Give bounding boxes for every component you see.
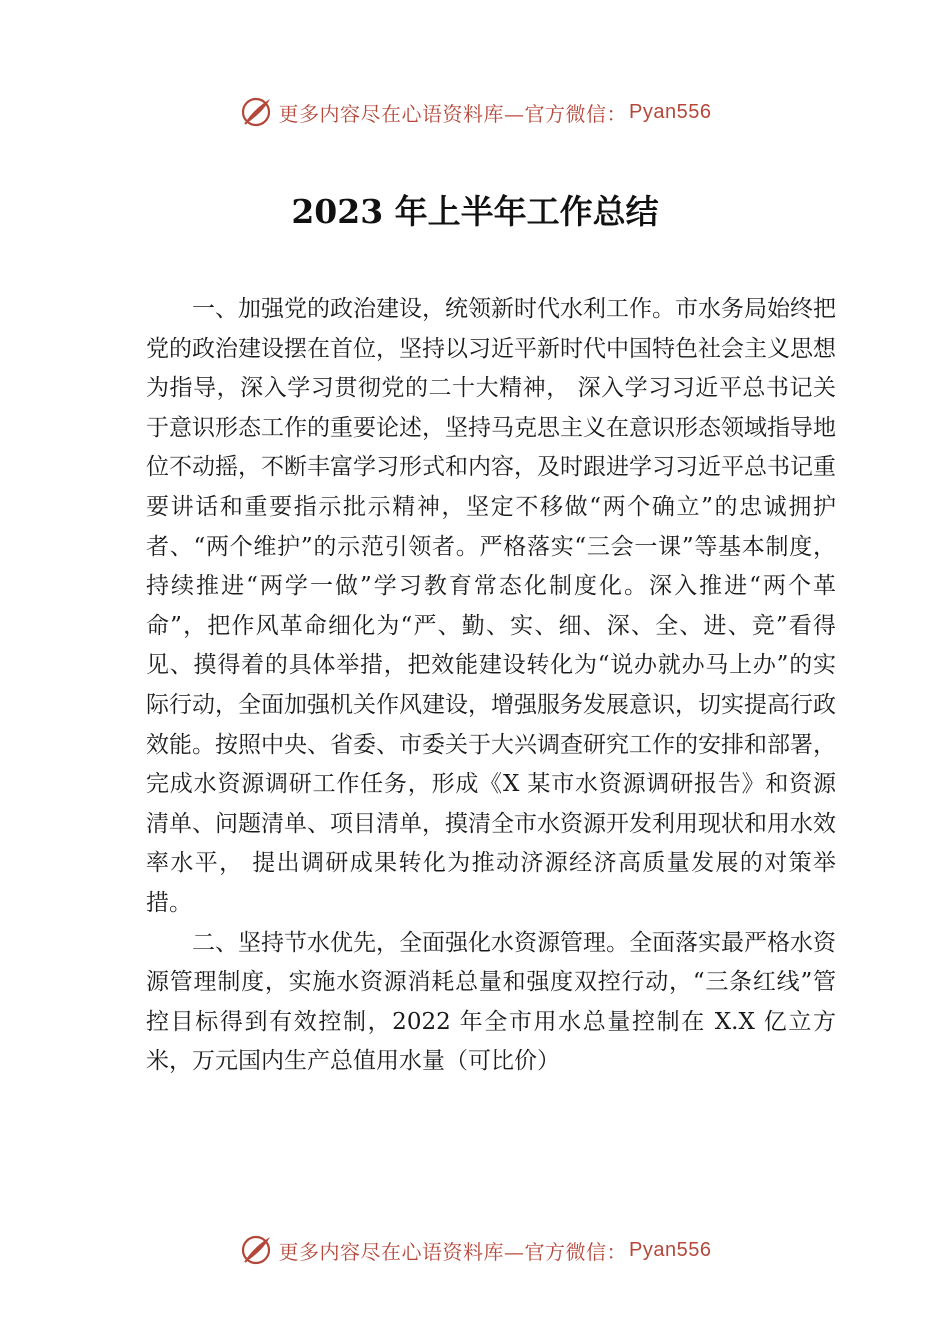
document-title: 2023 年上半年工作总结 (291, 192, 659, 231)
watermark-wechat-id: Pyan556 (629, 100, 712, 123)
watermark-header (0, 94, 950, 130)
paragraph-2: 二、坚持节水优先，全面强化水资源管理。全面落实最严格水资源管理制度，实施水资源消耗总量和强度双控行动，“三条红线”管控目标得到有效控制，2022 年全市用水总量控制在 X.X 亿立方米，万元国内生产总值用水量（可比价） (146, 929, 836, 1075)
watermark-text: 更多内容尽在心语资料库—官方微信： (278, 101, 628, 126)
watermark-text: 更多内容尽在心语资料库—官方微信： (278, 1239, 628, 1264)
quill-pen-logo-icon (239, 1232, 275, 1268)
quill-pen-logo-icon (239, 94, 275, 130)
document-body (146, 290, 836, 1082)
watermark-wechat-id: Pyan556 (629, 1238, 712, 1261)
watermark-footer (0, 1232, 950, 1268)
paragraph-1: 一、加强党的政治建设，统领新时代水利工作。市水务局始终把党的政治建设摆在首位，坚持以习近平新时代中国特色社会主义思想为指导，深入学习贯彻党的二十大精神， 深入学习习近平总书记关于意识形态工作的重要论述，坚持马克思主义在意识形态领域指导地位不动摇，不断丰富学习形式和内容，及时跟进学习习近平总书记重要讲话和重要指示批示精神，坚定不移做“两个确立”的忠诚拥护者、“两个维护”的示范引领者。严格落实“三会一课”等基本制度， 持续推进“两学一做”学习教育常态化制度化。深入推进“两个革命”，把作风革命细化为“严、勤、实、细、深、全、进、竞”看得见、摸得着的具体举措，把效能建设转化为“说办就办马上办”的实际行动，全面加强机关作风建设，增强服务发展意识，切实提高行政效能。按照中央、省委、市委关于大兴调查研究工作的安排和部署，完成水资源调研工作任务，形成《X 某市水资源调研报告》和资源清单、问题清单、项目清单，摸清全市水资源开发利用现状和用水效率水平， 提出调研成果转化为推动济源经济高质量发展的对策举措。 (146, 296, 836, 916)
